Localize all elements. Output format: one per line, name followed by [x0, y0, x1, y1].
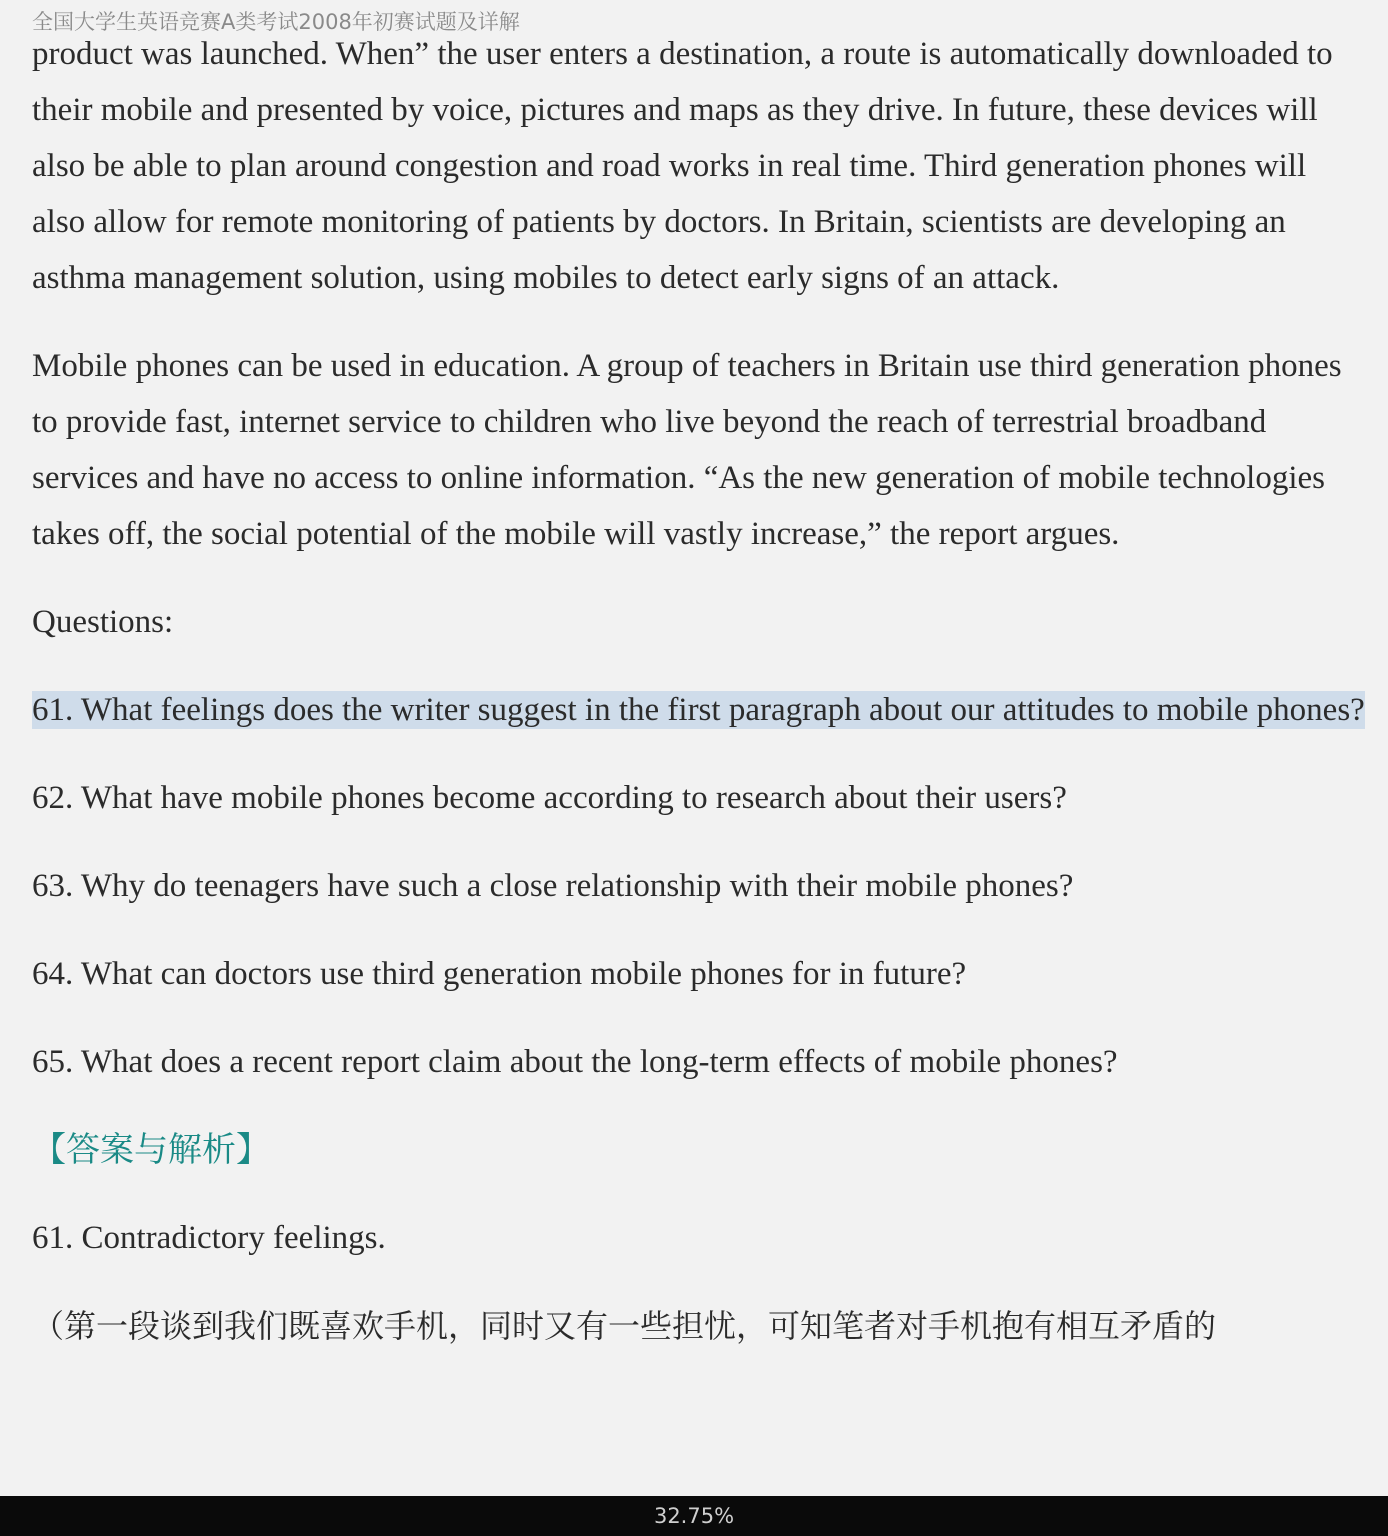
progress-percentage: 32.75% — [653, 1504, 735, 1528]
question-63: 63. Why do teenagers have such a close relationship with their mobile phones? — [32, 868, 1074, 904]
question-64: 64. What can doctors use third generation mobile phones for in future? — [32, 956, 967, 992]
question-65: 65. What does a recent report claim about the long-term effects of mobile phones? — [32, 1044, 1118, 1080]
reading-progress-bar — [0, 1496, 1388, 1536]
question-61[interactable] — [32, 682, 1367, 738]
selected-text-highlight[interactable]: 61. What feelings does the writer suggest in the first paragraph about our attitudes to mobile phones? — [32, 692, 1365, 728]
paragraph-1: product was launched. When” the user enters a destination, a route is automatically downloaded to their mobile and presented by voice, pictures and maps as they drive. In future, these devices will also be able to plan around congestion and road works in real time. Third generation phones will also allow for remote monitoring of patients by doctors. In Britain, scientists are developing an asthma management solution, using mobiles to detect early signs of an attack. — [32, 36, 1333, 296]
questions-label: Questions: — [32, 604, 174, 640]
document-body — [32, 26, 1367, 1386]
answer-61: 61. Contradictory feelings. — [32, 1220, 386, 1256]
answer-explanation-partial: （第一段谈到我们既喜欢手机，同时又有一些担忧，可知笔者对手机抱有相互矛盾的 — [32, 1307, 1217, 1345]
paragraph-2: Mobile phones can be used in education. A group of teachers in Britain use third generation phones to provide fast, internet service to children who live beyond the reach of terrestrial broadband services and have no access to online information. “As the new generation of mobile technologies takes off, the social potential of the mobile will vastly increase,” the report argues. — [32, 348, 1342, 552]
document-title: 全国大学生英语竞赛A类考试2008年初赛试题及详解 — [32, 10, 520, 34]
answer-section-heading: 【答案与解析】 — [32, 1130, 270, 1170]
question-62: 62. What have mobile phones become according to research about their users? — [32, 780, 1067, 816]
